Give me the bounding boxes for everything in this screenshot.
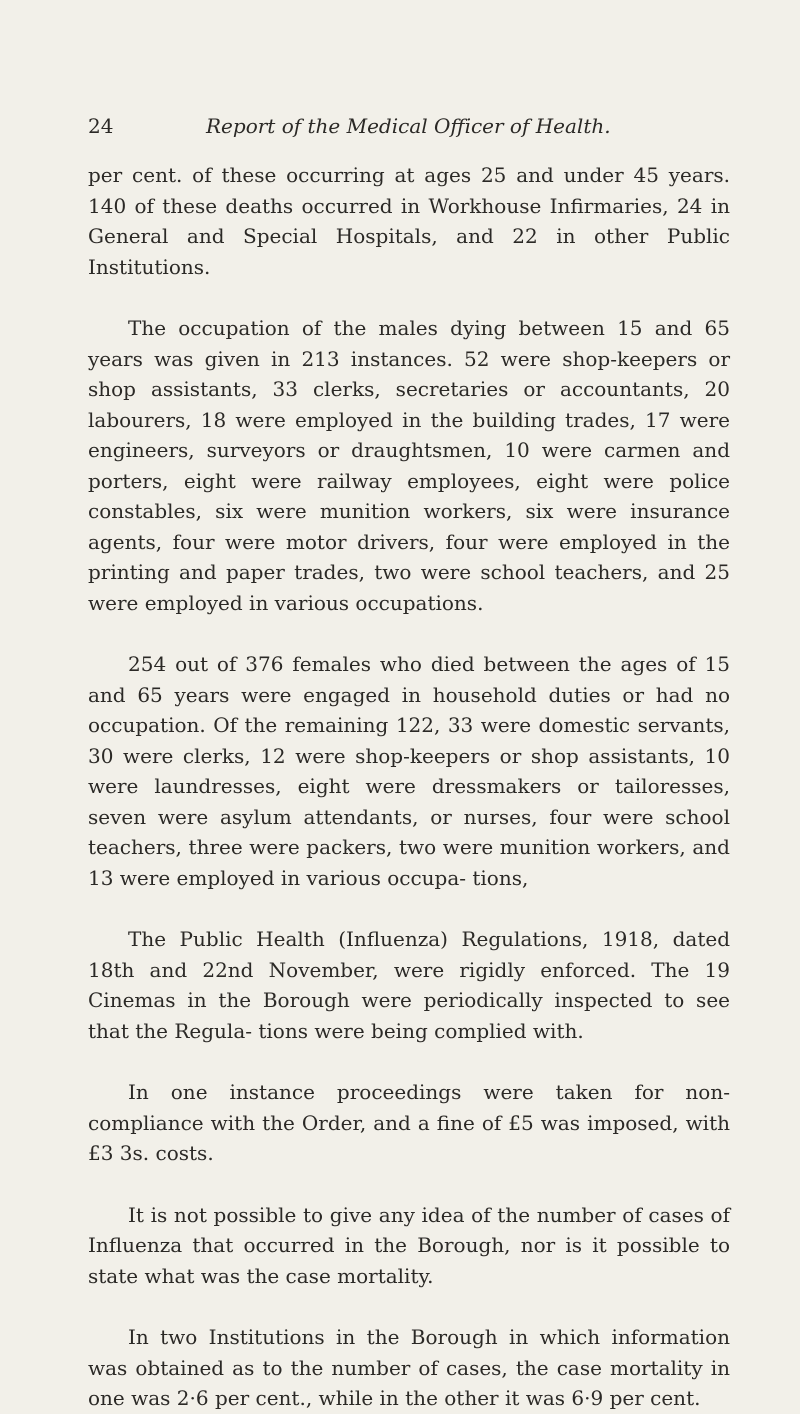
- page-header: [88, 108, 728, 144]
- paragraph-female-occupations: 254 out of 376 females who died between the ages of 15 and 65 years were engaged in household duties or had no occupation. Of the remaining 122, 33 were domestic servants, 30 were clerks, 12 were shop-keepers or shop assistants, 10 were laundresses, eight were dressmakers or tailoresses, seven were asylum attendants, or nurses, four were school teachers, three were packers, two were munition workers, and 13 were employed in various occupa- tions,: [88, 652, 730, 890]
- paragraph-influenza-regulations: The Public Health (Influenza) Regulations, 1918, dated 18th and 22nd November, were rigidly enforced. The 19 Cinemas in the Borough were periodically inspected to see that the Regula- tions were being complied with.: [88, 927, 730, 1043]
- running-title: Report of the Medical Officer of Health.: [206, 114, 611, 138]
- paragraph-male-occupations: The occupation of the males dying between 15 and 65 years was given in 213 instances. 52 were shop-keepers or shop assistants, 33 clerks, secretaries or accountants, 20 labourers, 18 were employed in the building trades, 17 were engineers, surveyors or draughtsmen, 10 were carmen and porters, eight were railway employees, eight were police constables, six were munition workers, six were insurance agents, four were motor drivers, four were employed in the printing and paper trades, two were school teachers, and 25 were employed in various occupations.: [88, 316, 730, 615]
- paragraph-influenza-cases: It is not possible to give any idea of the number of cases of Influenza that occurred in the Borough, nor is it possible to state what was the case mortality.: [88, 1202, 730, 1288]
- paragraph-case-mortality: In two Institutions in the Borough in which information was obtained as to the number of cases, the case mortality in one was 2·6 per cent., while in the other it was 6·9 per cent.: [88, 1325, 730, 1410]
- body-text: [88, 160, 730, 1414]
- paragraph-proceedings: In one instance proceedings were taken for non-compliance with the Order, and a fine of £5 was imposed, with £3 3s. costs.: [88, 1080, 730, 1165]
- paragraph-continuation: per cent. of these occurring at ages 25 and under 45 years. 140 of these deaths occurred in Workhouse Infirmaries, 24 in General and Special Hospitals, and 22 in other Public Institutions.: [88, 163, 730, 279]
- page-number: 24: [88, 114, 114, 138]
